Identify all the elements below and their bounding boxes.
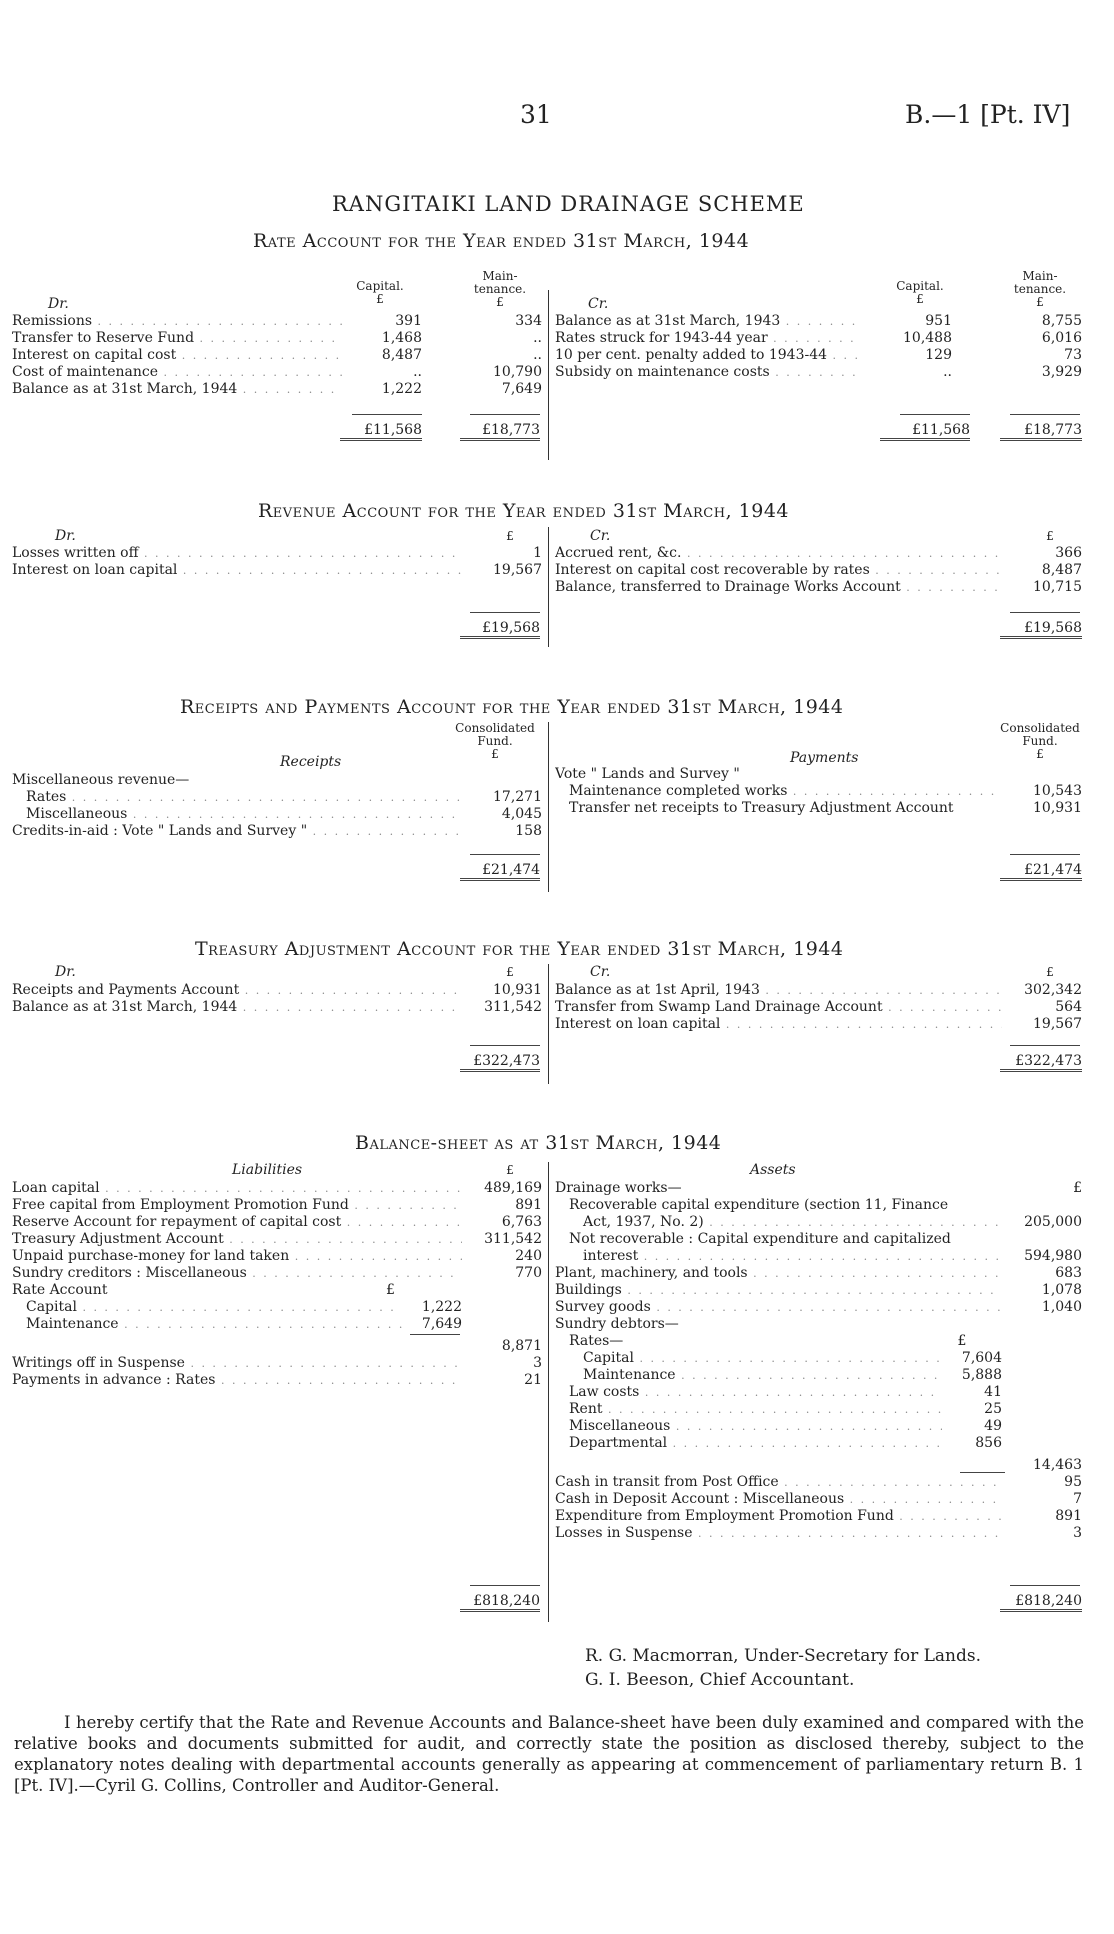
table-row: Cash in transit from Post Office . . . 95: [555, 1474, 1082, 1491]
rate-cr-total-capital: £11,568: [880, 422, 970, 441]
receipts-fund-header: Consolidated Fund. £: [455, 721, 535, 761]
table-row: Interest on capital cost . . . 8,487 ..: [12, 347, 542, 364]
table-row: Vote " Lands and Survey ": [555, 766, 740, 782]
table-row: Transfer net receipts to Treasury Adjustment Account 10,931: [569, 800, 1082, 816]
table-row: Buildings . . . 1,078: [555, 1282, 1082, 1299]
report-reference: B.—1 [Pt. IV]: [905, 100, 1071, 129]
rate-dr-capital-header: Capital. £: [356, 279, 404, 306]
table-row: Rates— £: [569, 1333, 967, 1349]
table-row: interest . . . 594,980: [555, 1248, 1082, 1265]
table-row: Interest on loan capital . . . 19,567: [12, 562, 542, 579]
payments-total: £21,474: [1000, 862, 1082, 881]
table-row: Rent . . . 25: [555, 1401, 1082, 1418]
rate-dr-maint-header: Main- tenance. £: [473, 269, 527, 309]
table-row: Capital . . . 1,222: [12, 1299, 542, 1316]
table-row: Balance as at 31st March, 1944 . . . 311,542: [12, 999, 542, 1016]
liabilities-label: Liabilities: [232, 1162, 303, 1178]
table-row: Miscellaneous . . . 49: [555, 1418, 1082, 1435]
treasury-heading: Treasury Adjustment Account for the Year ended 31st March, 1944: [195, 938, 844, 960]
revenue-dr-total: £19,568: [460, 620, 540, 639]
treasury-cr-pound: £: [1046, 965, 1054, 979]
table-row: Expenditure from Employment Promotion Fund . . . 891: [555, 1508, 1082, 1525]
table-row: Balance as at 1st April, 1943 . . . 302,342: [555, 982, 1082, 999]
table-row: Survey goods . . . 1,040: [555, 1299, 1082, 1316]
revenue-dr-list: [12, 545, 542, 579]
rate-cr-capital-header: Capital. £: [896, 279, 944, 306]
payments-label: Payments: [790, 750, 859, 766]
revenue-cr-label: Cr.: [590, 528, 611, 544]
treasury-dr-total: £322,473: [460, 1053, 540, 1072]
assets-total: £818,240: [1000, 1593, 1082, 1612]
table-row: Sundry debtors—: [555, 1316, 679, 1332]
table-row: Miscellaneous . . . 4,045: [12, 806, 542, 823]
table-row: Receipts and Payments Account . . . 10,931: [12, 982, 542, 999]
table-row: Remissions . . . 391 334: [12, 313, 542, 330]
table-row: 14,463: [1033, 1457, 1082, 1473]
revenue-dr-label: Dr.: [55, 528, 76, 544]
table-row: Writings off in Suspense . . . 3: [12, 1355, 542, 1372]
rate-account-heading: Rate Account for the Year ended 31st March, 1944: [253, 230, 750, 252]
treasury-cr-label: Cr.: [590, 964, 611, 980]
audit-certificate: I hereby certify that the Rate and Revenue Accounts and Balance-sheet have been duly examined and compared with the relative books and documents submitted for audit, and correctly state the position as disclosed thereby, subject to the explanatory notes dealing with departmental accounts generally as appearing at commencement of parliamentary return B. 1 [Pt. IV].—Cyril G. Collins, Controller and Auditor-General.: [14, 1713, 1084, 1795]
table-row: Law costs . . . 41: [555, 1384, 1082, 1401]
treasury-cr-list: [555, 982, 1082, 1033]
table-row: 10 per cent. penalty added to 1943-44 . . . 129 73: [555, 347, 1082, 364]
table-row: Interest on capital cost recoverable by rates . . . 8,487: [555, 562, 1082, 579]
table-row: Unpaid purchase-money for land taken . . . 240: [12, 1248, 542, 1265]
table-row: Balance as at 31st March, 1944 . . . 1,222 7,649: [12, 381, 542, 398]
receipts-payments-heading: Receipts and Payments Account for the Year ended 31st March, 1944: [180, 696, 844, 718]
payments-fund-header: Consolidated Fund. £: [1000, 721, 1080, 761]
revenue-cr-total: £19,568: [1000, 620, 1082, 639]
signature-chief-accountant: G. I. Beeson, Chief Accountant.: [585, 1670, 855, 1690]
table-row: Cost of maintenance . . . .. 10,790: [12, 364, 542, 381]
treasury-dr-label: Dr.: [55, 964, 76, 980]
assets-label: Assets: [750, 1162, 796, 1178]
treasury-dr-pound: £: [506, 965, 514, 979]
table-row: Maintenance . . . 5,888: [555, 1367, 1082, 1384]
table-row: Transfer to Reserve Fund . . . 1,468 ..: [12, 330, 542, 347]
table-row: Payments in advance : Rates . . . 21: [12, 1372, 542, 1389]
liabilities-pound: £: [506, 1163, 514, 1177]
table-row: Accrued rent, &c. . . . 366: [555, 545, 1082, 562]
balance-sheet-heading: Balance-sheet as at 31st March, 1944: [355, 1132, 722, 1154]
table-row: Reserve Account for repayment of capital cost . . . 6,763: [12, 1214, 542, 1231]
table-row: Maintenance completed works . . . 10,543: [555, 783, 1082, 800]
rate-dr-label: Dr.: [48, 296, 69, 312]
rate-cr-label: Cr.: [588, 296, 609, 312]
table-row: Departmental . . . 856: [555, 1435, 1082, 1452]
table-row: Rates struck for 1943-44 year . . . 10,488 6,016: [555, 330, 1082, 347]
table-row: Recoverable capital expenditure (section 11, Finance: [569, 1197, 949, 1213]
rate-dr-total-capital: £11,568: [340, 422, 422, 441]
table-row: Losses in Suspense . . . 3: [555, 1525, 1082, 1542]
table-row: Rates . . . 17,271: [12, 789, 542, 806]
page-number: 31: [520, 100, 552, 129]
table-row: Rate Account £: [12, 1282, 395, 1298]
document-title: RANGITAIKI LAND DRAINAGE SCHEME: [332, 192, 805, 216]
table-row: Balance as at 31st March, 1943 . . . 951 8,755: [555, 313, 1082, 330]
table-row: Interest on loan capital . . . 19,567: [555, 1016, 1082, 1033]
table-row: Maintenance . . . 7,649: [12, 1316, 542, 1333]
revenue-dr-pound: £: [506, 529, 514, 543]
table-row: Treasury Adjustment Account . . . 311,542: [12, 1231, 542, 1248]
table-row: Plant, machinery, and tools . . . 683: [555, 1265, 1082, 1282]
liabilities-total: £818,240: [460, 1593, 540, 1612]
table-row: Sundry creditors : Miscellaneous . . . 770: [12, 1265, 542, 1282]
receipts-list: [12, 772, 542, 840]
rate-dr-list: [12, 313, 542, 398]
table-row: Loan capital . . . 489,169: [12, 1180, 542, 1197]
table-row: Credits-in-aid : Vote " Lands and Survey " . . . 158: [12, 823, 542, 840]
table-row: Drainage works— £: [555, 1180, 1082, 1196]
liabilities-list: [12, 1180, 542, 1389]
assets-list: [555, 1180, 1082, 1542]
rate-cr-list: [555, 313, 1082, 381]
table-row: Miscellaneous revenue—: [12, 772, 190, 788]
revenue-cr-pound: £: [1046, 529, 1054, 543]
rate-cr-maint-header: Main- tenance. £: [1013, 269, 1067, 309]
table-row: Transfer from Swamp Land Drainage Account . . . 564: [555, 999, 1082, 1016]
table-row: Subsidy on maintenance costs . . . .. 3,929: [555, 364, 1082, 381]
table-row: Act, 1937, No. 2) . . . 205,000: [555, 1214, 1082, 1231]
receipts-total: £21,474: [460, 862, 540, 881]
rate-dr-total-maint: £18,773: [460, 422, 540, 441]
payments-list: [555, 766, 1082, 817]
treasury-cr-total: £322,473: [1000, 1053, 1082, 1072]
table-row: Losses written off . . . 1: [12, 545, 542, 562]
table-row: Not recoverable : Capital expenditure and capitalized: [569, 1231, 951, 1247]
receipts-label: Receipts: [280, 754, 342, 770]
rate-cr-total-maint: £18,773: [1000, 422, 1082, 441]
revenue-account-heading: Revenue Account for the Year ended 31st March, 1944: [258, 500, 790, 522]
table-row: Balance, transferred to Drainage Works Account . . . 10,715: [555, 579, 1082, 596]
table-row: 8,871: [501, 1338, 542, 1354]
table-row: Free capital from Employment Promotion Fund . . . 891: [12, 1197, 542, 1214]
signature-under-secretary: R. G. Macmorran, Under-Secretary for Lands.: [585, 1646, 981, 1666]
treasury-dr-list: [12, 982, 542, 1016]
table-row: Cash in Deposit Account : Miscellaneous . . . 7: [555, 1491, 1082, 1508]
table-row: Capital . . . 7,604: [555, 1350, 1082, 1367]
revenue-cr-list: [555, 545, 1082, 596]
